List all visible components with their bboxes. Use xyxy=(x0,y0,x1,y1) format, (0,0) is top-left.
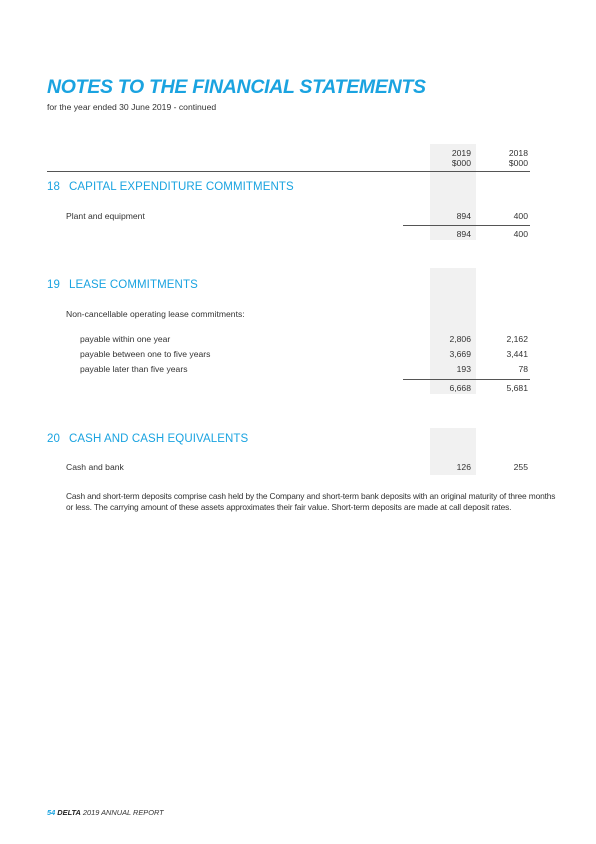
row-label: Cash and bank xyxy=(66,462,124,472)
section-heading-lease-commitments xyxy=(47,279,198,291)
value-2019: 126 xyxy=(456,462,471,472)
section-heading-capital-commitments xyxy=(47,181,294,193)
row-label: payable within one year xyxy=(80,334,171,344)
column-2019-shade xyxy=(430,268,476,394)
brand-name: DELTA xyxy=(57,808,81,817)
page-number: 54 xyxy=(47,808,56,817)
value-2018: 3,441 xyxy=(506,349,528,359)
column-header-2019: 2019 xyxy=(451,148,471,158)
row-label: Plant and equipment xyxy=(66,211,145,221)
total-2019: 894 xyxy=(456,229,471,239)
header-rule xyxy=(47,171,530,172)
value-2019: 3,669 xyxy=(449,349,471,359)
value-2018: 400 xyxy=(513,211,528,221)
value-2018: 255 xyxy=(513,462,528,472)
total-rule xyxy=(403,225,530,226)
column-unit-2018: $000 xyxy=(508,158,528,168)
section-title: CAPITAL EXPENDITURE COMMITMENTS xyxy=(69,181,294,193)
total-2018: 400 xyxy=(513,229,528,239)
value-2019: 193 xyxy=(456,364,471,374)
page-footer xyxy=(47,808,164,817)
value-2018: 2,162 xyxy=(506,334,528,344)
total-2018: 5,681 xyxy=(506,383,528,393)
section-number: 19 xyxy=(47,279,60,291)
row-label: payable between one to five years xyxy=(80,349,211,359)
section-number: 18 xyxy=(47,181,60,193)
report-name: 2019 ANNUAL REPORT xyxy=(82,808,164,817)
total-rule xyxy=(403,379,530,380)
cash-note-paragraph: Cash and short-term deposits comprise cash held by the Company and short-term bank deposits with an original maturity of three months or less. The carrying amount of these assets approximates their fair value. Short-term deposits are made at call deposit rates. xyxy=(66,491,556,512)
page-subtitle: for the year ended 30 June 2019 - continued xyxy=(47,102,217,112)
value-2019: 894 xyxy=(456,211,471,221)
row-label: payable later than five years xyxy=(80,364,188,374)
section-intro: Non-cancellable operating lease commitments: xyxy=(66,309,245,319)
total-2019: 6,668 xyxy=(449,383,471,393)
column-unit-2019: $000 xyxy=(451,158,471,168)
page-title: NOTES TO THE FINANCIAL STATEMENTS xyxy=(47,76,426,98)
value-2019: 2,806 xyxy=(449,334,471,344)
section-number: 20 xyxy=(47,433,60,445)
section-heading-cash xyxy=(47,433,248,445)
section-title: LEASE COMMITMENTS xyxy=(69,279,198,291)
column-header-2018: 2018 xyxy=(508,148,528,158)
section-title: CASH AND CASH EQUIVALENTS xyxy=(69,433,249,445)
value-2018: 78 xyxy=(518,364,528,374)
